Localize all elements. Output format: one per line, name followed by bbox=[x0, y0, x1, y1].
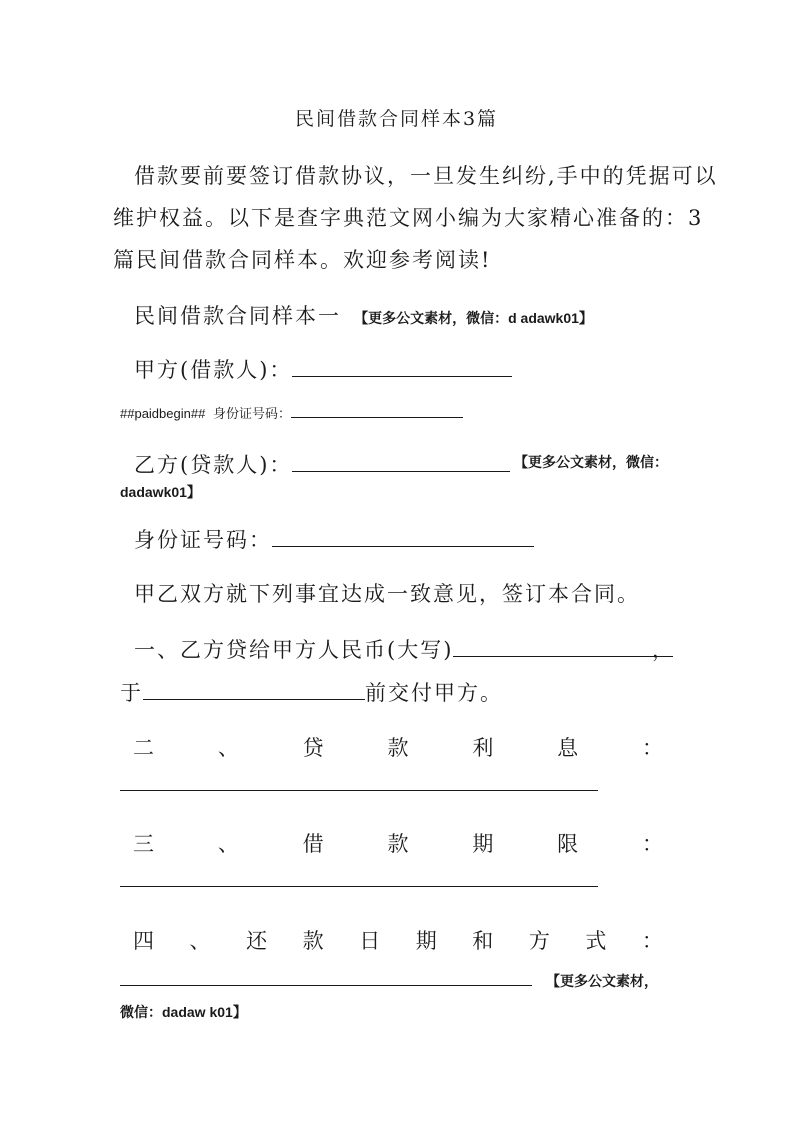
clause-2-blank bbox=[120, 790, 598, 791]
clause-4-char: 方 bbox=[528, 929, 550, 953]
sample-heading-row bbox=[134, 300, 593, 330]
clause-4-char: 和 bbox=[472, 929, 494, 953]
clause-1-prefix: 于 bbox=[120, 681, 143, 705]
clause-4-char: 、 bbox=[189, 929, 211, 953]
id-number-label: 身份证号码： bbox=[134, 528, 272, 552]
clause-4-char: 日 bbox=[359, 929, 381, 953]
promo-note-2a: 【更多公文素材，微信： bbox=[514, 454, 668, 470]
clause-3-char: ： bbox=[641, 832, 663, 856]
clause-2-char: 、 bbox=[217, 736, 239, 760]
agreement-text: 甲乙双方就下列事宜达成一致意见，签订本合同。 bbox=[134, 582, 640, 606]
paid-id-label: 身份证号码： bbox=[212, 406, 291, 421]
party-a-row bbox=[134, 354, 512, 384]
clause-1-amount-blank bbox=[453, 638, 673, 657]
clause-1-comma: ， bbox=[652, 638, 675, 662]
id-number-row bbox=[134, 524, 534, 554]
clause-1-date-blank bbox=[143, 681, 365, 700]
clause-4-char: ： bbox=[641, 929, 663, 953]
sample-heading: 民间借款合同样本一 bbox=[134, 304, 341, 328]
promo-note-3b: 微信：dadaw k01】 bbox=[120, 1004, 247, 1020]
id-number-blank bbox=[272, 528, 534, 547]
party-a-blank bbox=[292, 358, 512, 377]
clause-2-char: 贷 bbox=[302, 736, 324, 760]
intro-line-1: 借款要前要签订借款协议，一旦发生纠纷,手中的凭据可以 bbox=[134, 164, 718, 188]
promo-note-2b: dadawk01】 bbox=[120, 484, 201, 500]
intro-line-2: 维护权益。以下是查字典范文网小编为大家精心准备的：3 bbox=[113, 206, 704, 230]
paid-id-blank bbox=[291, 405, 463, 418]
clause-2-char: ： bbox=[641, 736, 663, 760]
clause-4-char: 款 bbox=[302, 929, 324, 953]
clause-3-char: 款 bbox=[387, 832, 409, 856]
paid-marker: ##paidbegin## bbox=[120, 406, 206, 421]
clause-3-char: 期 bbox=[472, 832, 494, 856]
clause-1-row bbox=[134, 634, 673, 664]
clause-4-char: 还 bbox=[246, 929, 268, 953]
clause-3-blank bbox=[120, 886, 598, 887]
clause-1-text: 一、乙方贷给甲方人民币(大写) bbox=[134, 638, 454, 662]
clause-4-char: 四 bbox=[133, 929, 154, 953]
clause-4-blank bbox=[120, 985, 532, 986]
clause-1-suffix: 前交付甲方。 bbox=[365, 681, 503, 705]
party-b-row bbox=[134, 449, 510, 479]
clause-2-char: 款 bbox=[387, 736, 409, 760]
promo-note-3a: 【更多公文素材， bbox=[546, 973, 658, 989]
clause-3-char: 借 bbox=[302, 832, 324, 856]
clause-2-char: 利 bbox=[472, 736, 494, 760]
clause-2-char: 二 bbox=[133, 736, 154, 760]
clause-3-char: 三 bbox=[133, 832, 154, 856]
party-b-blank bbox=[292, 453, 510, 472]
intro-line-3: 篇民间借款合同样本。欢迎参考阅读! bbox=[113, 248, 492, 272]
clause-2-row bbox=[133, 732, 663, 762]
clause-3-char: 、 bbox=[217, 832, 239, 856]
promo-note-1: 【更多公文素材，微信：d adawk01】 bbox=[354, 310, 593, 326]
clause-4-char: 期 bbox=[415, 929, 437, 953]
paid-row bbox=[120, 403, 463, 422]
party-a-label: 甲方(借款人)： bbox=[134, 358, 293, 382]
document-title: 民间借款合同样本3篇 bbox=[294, 108, 499, 130]
clause-4-row bbox=[133, 925, 663, 955]
clause-1-row-2 bbox=[120, 677, 503, 707]
clause-3-char: 限 bbox=[557, 832, 579, 856]
clause-3-row bbox=[133, 828, 663, 858]
clause-2-char: 息 bbox=[557, 736, 579, 760]
party-b-label: 乙方(贷款人)： bbox=[134, 453, 293, 477]
clause-4-char: 式 bbox=[585, 929, 607, 953]
